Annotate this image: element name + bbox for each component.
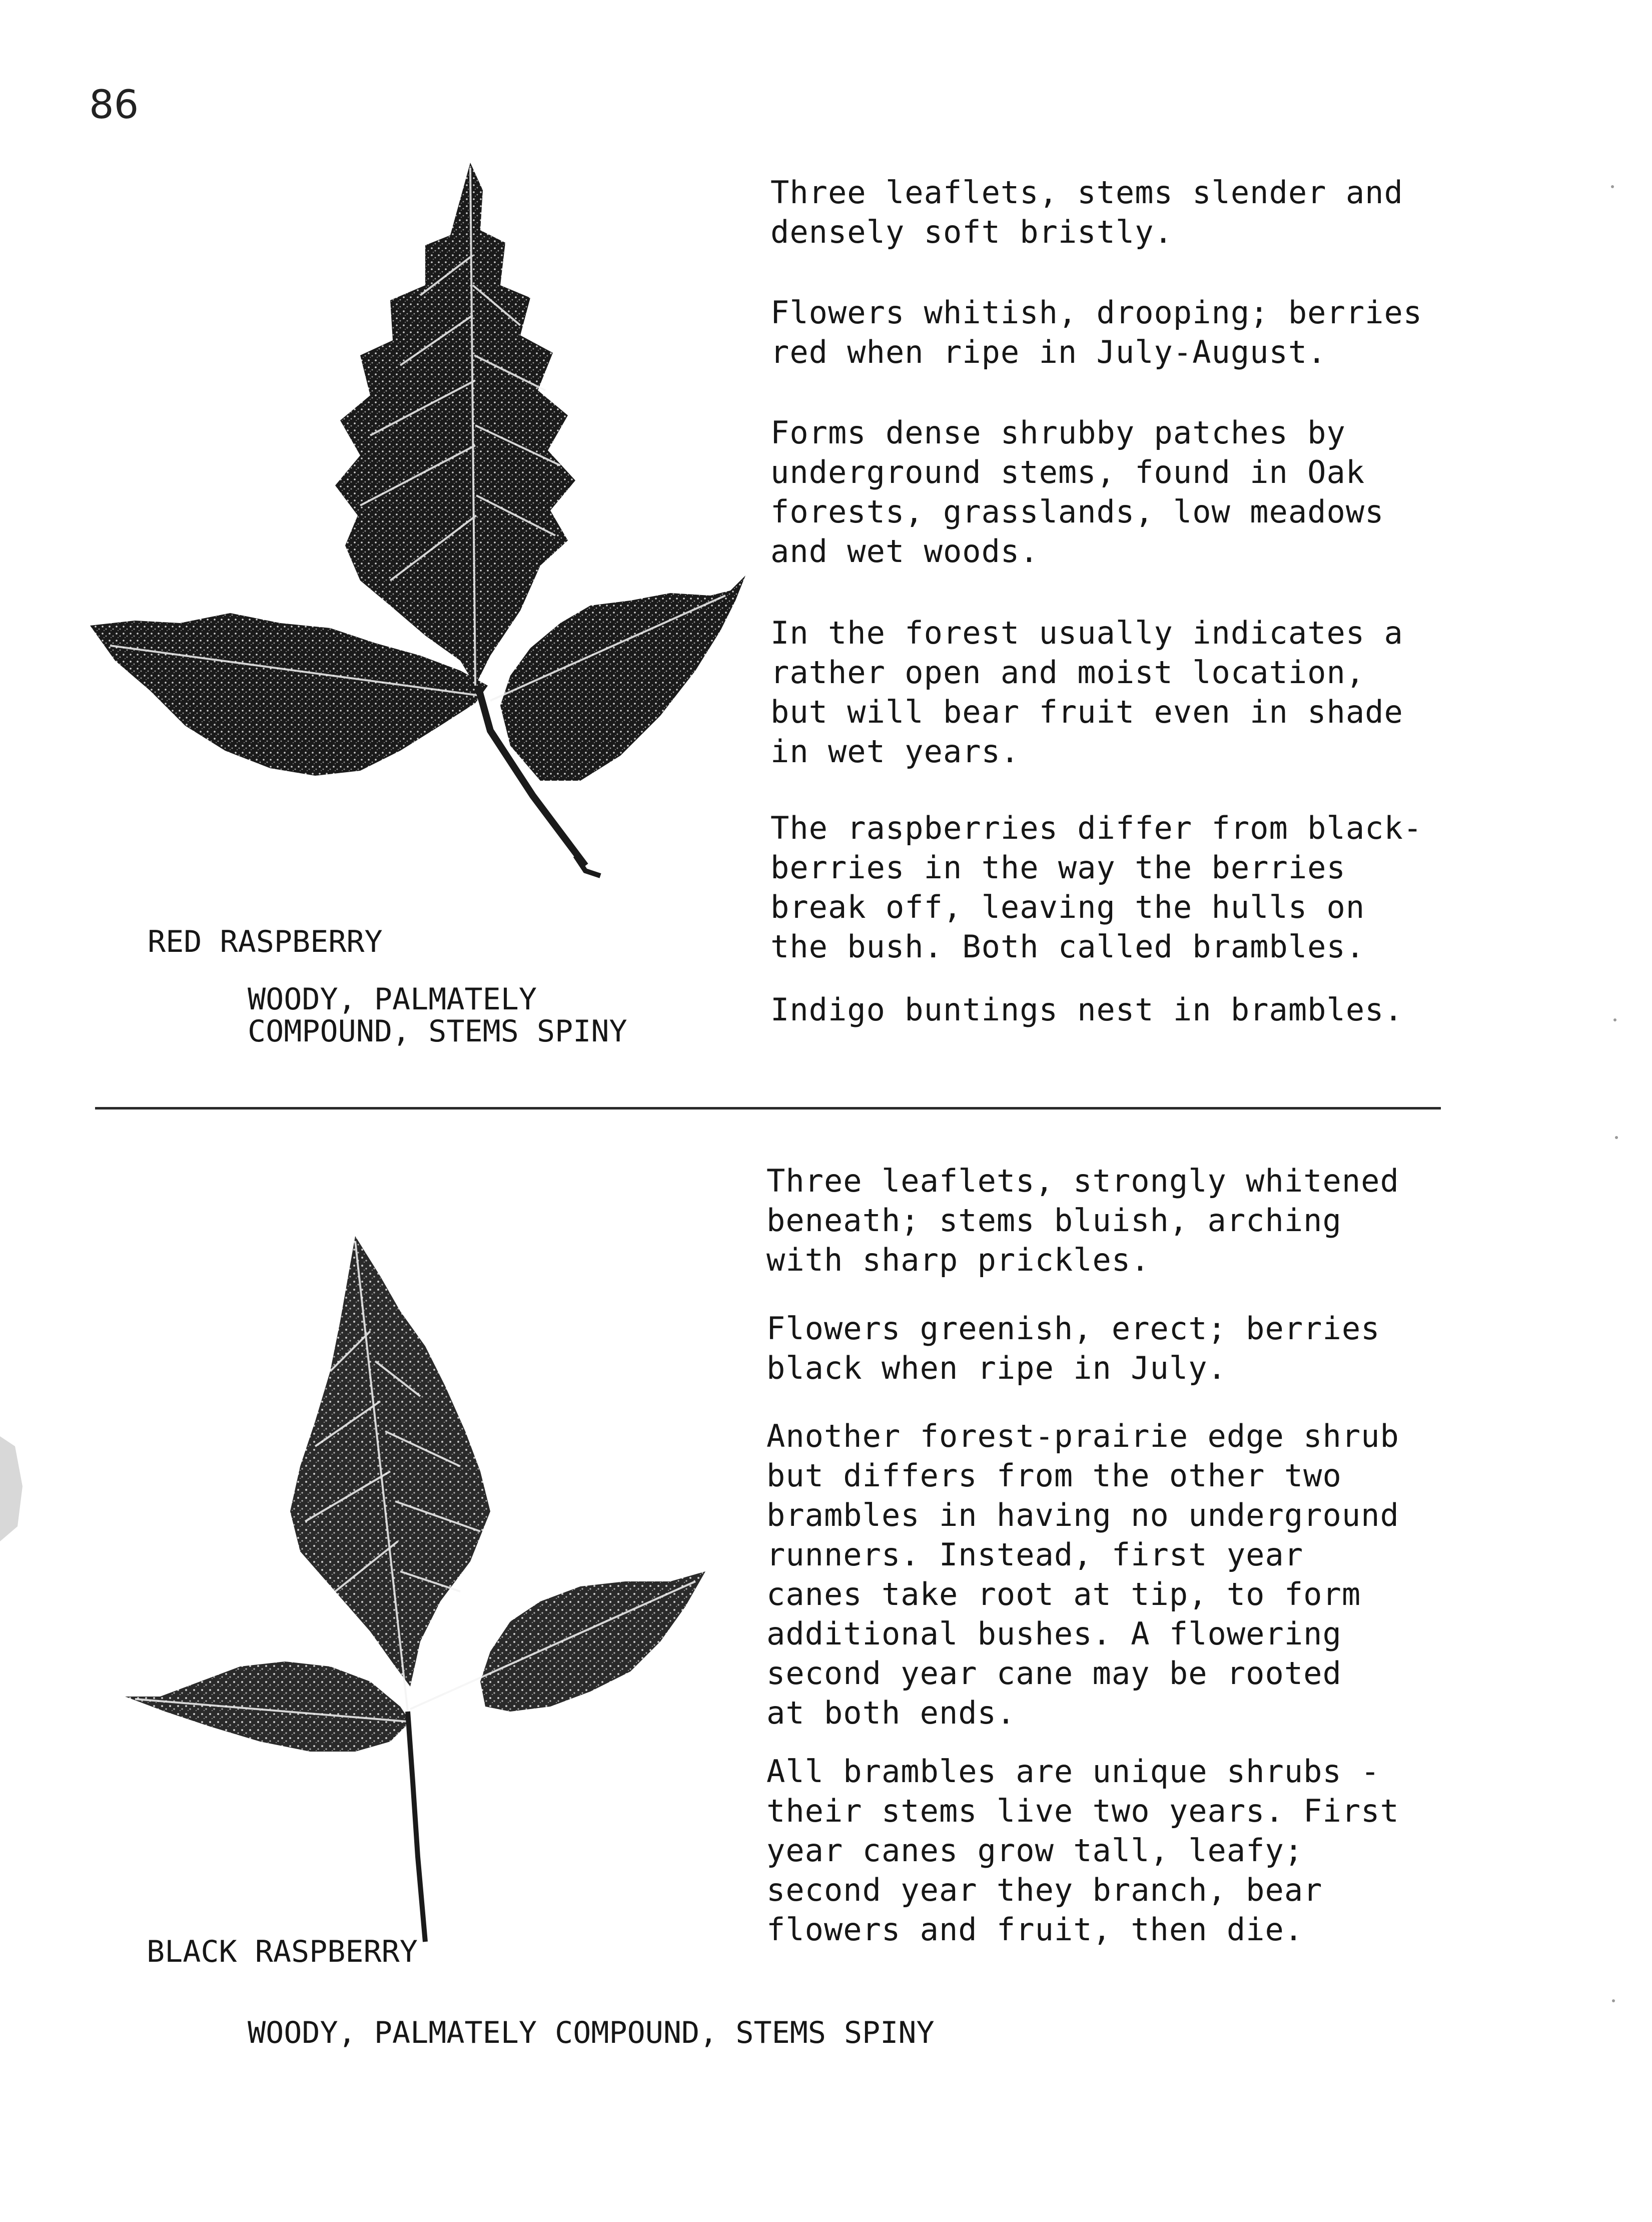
- black-raspberry-classification: WOODY, PALMATELY COMPOUND, STEMS SPINY: [248, 2015, 935, 2050]
- red-raspberry-leaf-print: [80, 155, 770, 896]
- red-raspberry-classification: WOODY, PALMATELY COMPOUND, STEMS SPINY: [248, 982, 627, 1049]
- red-raspberry-name: RED RASPBERRY: [148, 924, 383, 959]
- description-paragraph: Three leaflets, strongly whitened beneath; stems bluish, arching with sharp prickles.: [766, 1163, 1399, 1278]
- scan-speck: [1611, 185, 1614, 188]
- description-paragraph: Indigo buntings nest in brambles.: [770, 991, 1403, 1028]
- section-divider: [95, 1107, 1441, 1109]
- description-paragraph: Three leaflets, stems slender and densely soft bristly.: [770, 174, 1403, 250]
- page-number: 86: [89, 83, 139, 128]
- black-raspberry-leaf-print: [120, 1231, 740, 1957]
- scan-speck: [1613, 1018, 1616, 1021]
- scan-speck: [1615, 1136, 1618, 1139]
- description-paragraph: Another forest-prairie edge shrub but differs from the other two brambles in having no underground runners. Instead, first year canes take root at tip, to form additional bushes. A flowering second year cane may be rooted at both ends.: [766, 1418, 1399, 1731]
- description-paragraph: Flowers greenish, erect; berries black when ripe in July.: [766, 1310, 1380, 1386]
- scan-speck: [1612, 1999, 1615, 2002]
- description-paragraph: Flowers whitish, drooping; berries red when ripe in July-August.: [770, 294, 1423, 370]
- description-paragraph: All brambles are unique shrubs - their stems live two years. First year canes grow tall, leafy; second year they branch, bear flowers and fruit, then die.: [766, 1753, 1399, 1948]
- black-raspberry-name: BLACK RASPBERRY: [147, 1934, 418, 1969]
- scan-edge-shadow: [0, 1426, 28, 1551]
- description-paragraph: In the forest usually indicates a rather open and moist location, but will bear fruit even in shade in wet years.: [770, 615, 1403, 770]
- description-paragraph: The raspberries differ from black- berries in the way the berries break off, leaving the hulls on the bush. Both called brambles.: [770, 810, 1423, 965]
- description-paragraph: Forms dense shrubby patches by underground stems, found in Oak forests, grasslands, low meadows and wet woods.: [770, 414, 1384, 570]
